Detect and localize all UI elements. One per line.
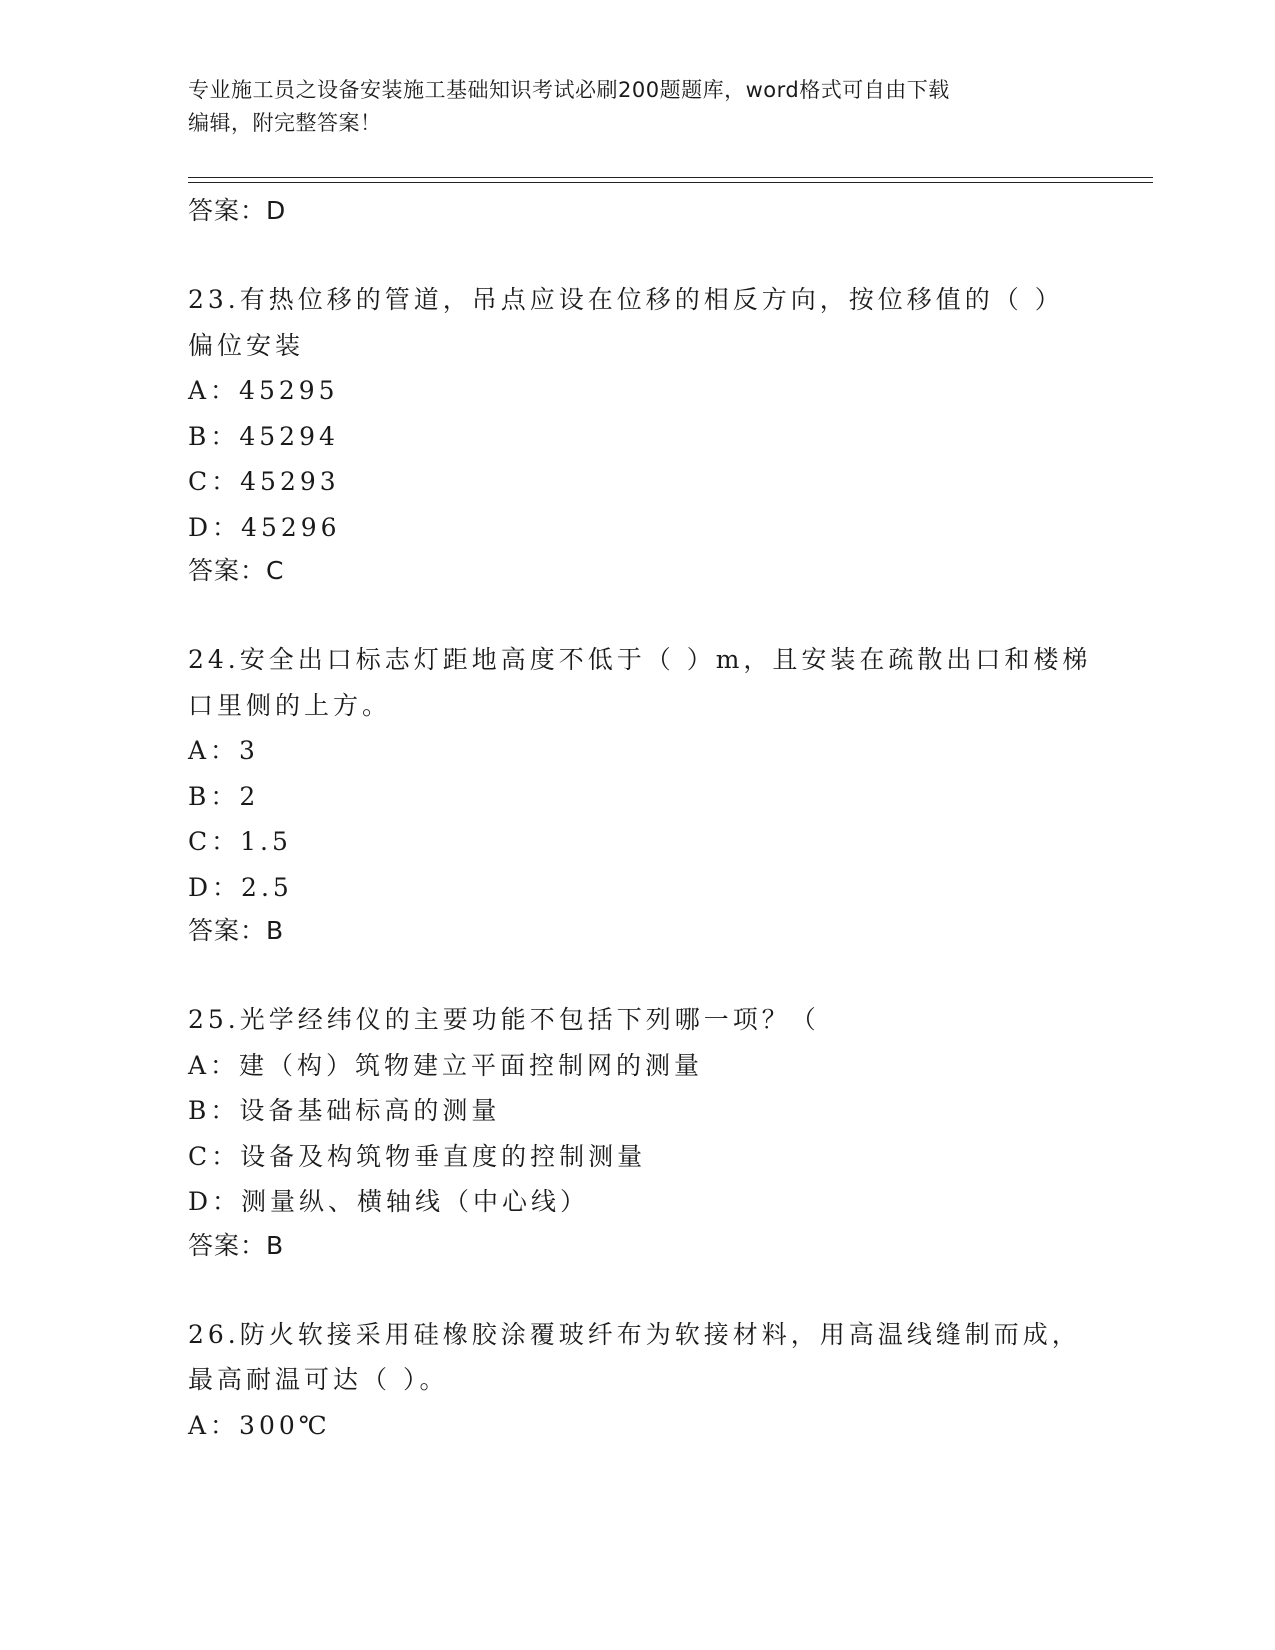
- question-24: [188, 637, 1092, 952]
- option-b: B：设备基础标高的测量: [188, 1096, 501, 1125]
- option-c: C：45293: [188, 467, 340, 496]
- question-text: 24.安全出口标志灯距地高度不低于（ ）m，且安装在疏散出口和楼梯: [188, 645, 1092, 674]
- option-c: C：1.5: [188, 827, 292, 856]
- answer-line: [188, 1225, 1088, 1267]
- option-b: B：2: [188, 781, 260, 811]
- option-a: A：300℃: [188, 1410, 331, 1440]
- option-d: D：测量纵、横轴线（中心线）: [188, 1187, 590, 1216]
- question-list: [188, 190, 1092, 1448]
- question-text: 偏位安装: [188, 330, 305, 360]
- answer-value: B: [266, 916, 285, 945]
- answer-line: [188, 910, 1088, 952]
- header-line-2: 编辑，附完整答案！: [188, 111, 382, 135]
- question-text: 26.防火软接采用硅橡胶涂覆玻纤布为软接材料，用高温线缝制而成，: [188, 1319, 1081, 1349]
- option-b: B：45294: [188, 421, 339, 451]
- document-header: [188, 74, 1068, 140]
- answer-label: 答案：: [188, 916, 267, 945]
- header-divider-double: [188, 182, 1153, 183]
- question-26: [188, 1312, 1088, 1449]
- question-text: 25.光学经纬仪的主要功能不包括下列哪一项？（: [188, 1005, 820, 1034]
- question-23: [188, 277, 1088, 592]
- header-line-1: 专业施工员之设备安装施工基础知识考试必刷200题题库，word格式可自由下载: [188, 78, 950, 102]
- answer-label: 答案：: [188, 556, 267, 585]
- question-text: 口里侧的上方。: [188, 690, 392, 720]
- answer-value: B: [266, 1230, 285, 1260]
- answer-line: [188, 190, 1088, 232]
- question-text: 23.有热位移的管道，吊点应设在位移的相反方向，按位移值的（ ）: [188, 285, 1064, 314]
- option-d: D：45296: [188, 512, 341, 542]
- option-c: C：设备及构筑物垂直度的控制测量: [188, 1141, 647, 1171]
- question-text: 最高耐温可达（ ）。: [188, 1365, 449, 1394]
- answer-label: 答案：: [188, 1230, 267, 1260]
- answer-value: C: [266, 556, 285, 585]
- option-a: A：建（构）筑物建立平面控制网的测量: [188, 1050, 704, 1080]
- header-divider: [188, 177, 1153, 178]
- option-d: D：2.5: [188, 872, 293, 902]
- option-a: A：45295: [188, 376, 339, 405]
- question-25: [188, 997, 1088, 1267]
- answer-label: 答案：: [188, 196, 267, 225]
- option-a: A：3: [188, 736, 259, 765]
- answer-line: [188, 550, 1088, 592]
- answer-value: D: [266, 196, 287, 225]
